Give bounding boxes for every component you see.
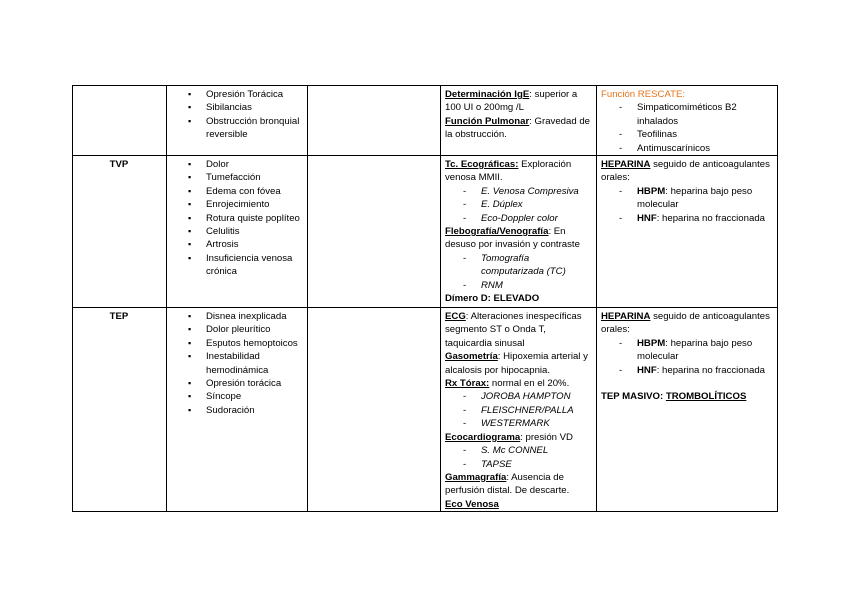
- treatment-list: [601, 101, 772, 155]
- list-item-text: JOROBA HAMPTON: [481, 391, 571, 403]
- treatment-title-colon: :: [682, 89, 686, 100]
- list-item-label: HBPM: [637, 337, 666, 349]
- list-item: ▪ Edema con fóvea: [188, 185, 302, 198]
- diagnosis-paragraph: [445, 498, 591, 511]
- treatment-heading: [601, 88, 772, 101]
- row-name: TVP: [109, 159, 129, 171]
- list-item: - Simpaticomiméticos B2 inhalados: [617, 101, 772, 128]
- list-item-text: TAPSE: [481, 458, 512, 470]
- diagnosis-paragraph: Dímero D: ELEVADO: [445, 293, 540, 305]
- list-item-text: : heparina bajo peso molecular: [637, 337, 753, 363]
- list-item: - Teofilinas: [617, 128, 772, 141]
- row-name: TEP: [109, 311, 129, 323]
- treatment-list: [601, 185, 772, 225]
- diagnosis-label: Gasometría: [445, 351, 498, 363]
- symptom-list: [171, 88, 302, 142]
- treatment-cell: [597, 156, 778, 308]
- diagnosis-label: Determinación IgE: [445, 89, 530, 100]
- diagnosis-label: Eco Venosa: [445, 498, 499, 510]
- treatment-label: HEPARINA: [601, 311, 651, 323]
- diagnosis-label: Ecocardiograma: [445, 431, 521, 443]
- symptoms-cell: [167, 86, 308, 156]
- diagnosis-paragraph: [445, 310, 591, 350]
- list-item: - Antimuscarínicos: [617, 142, 772, 155]
- list-item: [461, 458, 591, 471]
- diagnosis-cell: [441, 308, 597, 512]
- diagnosis-label: Función Pulmonar: [445, 115, 530, 127]
- symptom-list: [171, 158, 302, 279]
- diagnosis-text: : Hipoxemia arterial y alcalosis por hipocapnia.: [445, 351, 588, 376]
- diagnosis-cell: [441, 86, 597, 156]
- row-name-cell: [73, 308, 167, 512]
- diagnosis-label: Gammagrafía: [445, 471, 507, 483]
- masivo-paragraph: [601, 390, 772, 403]
- list-item: ▪ Enrojecimiento: [188, 198, 302, 211]
- list-item-text: RNM: [481, 279, 503, 291]
- list-item: ▪ Rotura quiste poplíteo: [188, 212, 302, 225]
- list-item: ▪ Dolor pleurítico: [188, 323, 302, 336]
- row-name-cell: [73, 86, 167, 156]
- diagnosis-sublist: [445, 390, 591, 430]
- symptoms-cell: [167, 156, 308, 308]
- list-item: ▪ Artrosis: [188, 238, 302, 251]
- list-item: ▪ Insuficiencia venosa crónica: [188, 252, 302, 279]
- diagnosis-paragraph: [445, 471, 591, 498]
- diagnosis-text: : Alteraciones inespecíficas segmento ST o Onda T, taquicardia sinusal: [445, 311, 582, 349]
- treatment-title: Función RESCATE: [601, 89, 683, 100]
- list-item: [617, 364, 772, 377]
- list-item: ▪ Sudoración: [188, 404, 302, 417]
- diagnosis-sublist: [445, 252, 591, 292]
- masivo-value: TROMBOLÍTICOS: [665, 391, 747, 403]
- list-item-text: : heparina no fraccionada: [656, 364, 765, 376]
- list-item: ▪ Esputos hemoptoicos: [188, 337, 302, 350]
- treatment-text: seguido de anticoagulantes orales:: [601, 159, 770, 184]
- list-item: [461, 198, 591, 211]
- diagnosis-label: Flebografía/Venografía: [445, 226, 549, 238]
- list-item: ▪ Inestabilidad hemodinámica: [188, 350, 302, 377]
- diagnosis-text: : presión VD: [520, 431, 573, 443]
- treatment-heading: [601, 158, 772, 185]
- treatment-label: HEPARINA: [601, 159, 651, 171]
- empty-cell: [308, 308, 441, 512]
- diagnosis-sublist: [445, 185, 591, 225]
- list-item: [617, 212, 772, 225]
- list-item-text: : heparina bajo peso molecular: [637, 185, 753, 211]
- diagnosis-text: normal en el 20%.: [489, 378, 570, 390]
- diagnosis-sublist: [445, 444, 591, 471]
- symptoms-cell: [167, 308, 308, 512]
- masivo-colon: :: [660, 391, 666, 403]
- list-item: ▪ Celulitis: [188, 225, 302, 238]
- list-item: [461, 417, 591, 430]
- list-item-text: Eco-Doppler color: [481, 212, 558, 224]
- treatment-text: seguido de anticoagulantes orales:: [601, 311, 770, 336]
- table-row: [73, 308, 778, 512]
- list-item-text: Tomografía computarizada (TC): [481, 252, 566, 278]
- list-item-text: E. Venosa Compresiva: [481, 185, 579, 197]
- list-item-label: HBPM: [637, 185, 666, 197]
- list-item: ▪ Dolor: [188, 158, 302, 171]
- diagnosis-text: : Ausencia de perfusión distal. De descarte.: [445, 471, 570, 497]
- treatment-cell: [597, 86, 778, 156]
- diagnosis-text: : En desuso por invasión y contraste: [445, 226, 580, 251]
- table-row: [73, 156, 778, 308]
- diagnosis-cell: [441, 156, 597, 308]
- list-item-text: S. Mc CONNEL: [481, 445, 549, 457]
- list-item: [461, 390, 591, 403]
- table-row: [73, 86, 778, 156]
- list-item: [461, 444, 591, 457]
- diagnosis-text: : Gravedad de la obstrucción.: [445, 115, 591, 141]
- list-item: [461, 185, 591, 198]
- list-item: [617, 337, 772, 364]
- list-item-label: HNF: [637, 364, 657, 376]
- list-item: ▪ Tumefacción: [188, 171, 302, 184]
- list-item: ▪ Síncope: [188, 390, 302, 403]
- diagnosis-text: Exploración venosa MMII.: [445, 159, 572, 184]
- list-item-text: E. Dúplex: [481, 199, 523, 211]
- list-item: [461, 279, 591, 292]
- empty-cell: [308, 156, 441, 308]
- list-item: [461, 252, 591, 279]
- diagnosis-label: Tc. Ecográficas:: [445, 159, 519, 171]
- diagnosis-paragraph: [445, 225, 591, 252]
- diagnosis-paragraph: [445, 158, 591, 185]
- list-item-text: : heparina no fraccionada: [656, 212, 765, 224]
- list-item-text: FLEISCHNER/PALLA: [481, 404, 574, 416]
- treatment-list: [601, 337, 772, 377]
- list-item: ▪ Obstrucción bronquial reversible: [188, 115, 302, 142]
- row-name-cell: [73, 156, 167, 308]
- list-item-label: HNF: [637, 212, 657, 224]
- diagnosis-paragraph: [445, 377, 591, 390]
- diagnosis-label: ECG: [445, 311, 466, 323]
- list-item: [461, 212, 591, 225]
- treatment-cell: [597, 308, 778, 512]
- masivo-label: TEP MASIVO: [601, 391, 660, 403]
- list-item: ▪ Sibilancias: [188, 101, 302, 114]
- list-item-text: WESTERMARK: [481, 418, 550, 430]
- diagnosis-paragraph: [445, 115, 591, 142]
- diagnosis-label: Rx Tórax:: [445, 378, 490, 390]
- treatment-heading: [601, 310, 772, 337]
- symptom-list: [171, 310, 302, 417]
- diagnosis-paragraph: [445, 350, 591, 377]
- list-item: [461, 404, 591, 417]
- diagnosis-text: : superior a 100 UI o 200mg /L: [445, 89, 578, 114]
- list-item: ▪ Opresión torácica: [188, 377, 302, 390]
- list-item: ▪ Disnea inexplicada: [188, 310, 302, 323]
- empty-cell: [308, 86, 441, 156]
- diagnosis-paragraph: [445, 88, 591, 115]
- list-item: [617, 185, 772, 212]
- clinical-table: [72, 85, 778, 512]
- diagnosis-paragraph: [445, 431, 591, 444]
- list-item: ▪ Opresión Torácica: [188, 88, 302, 101]
